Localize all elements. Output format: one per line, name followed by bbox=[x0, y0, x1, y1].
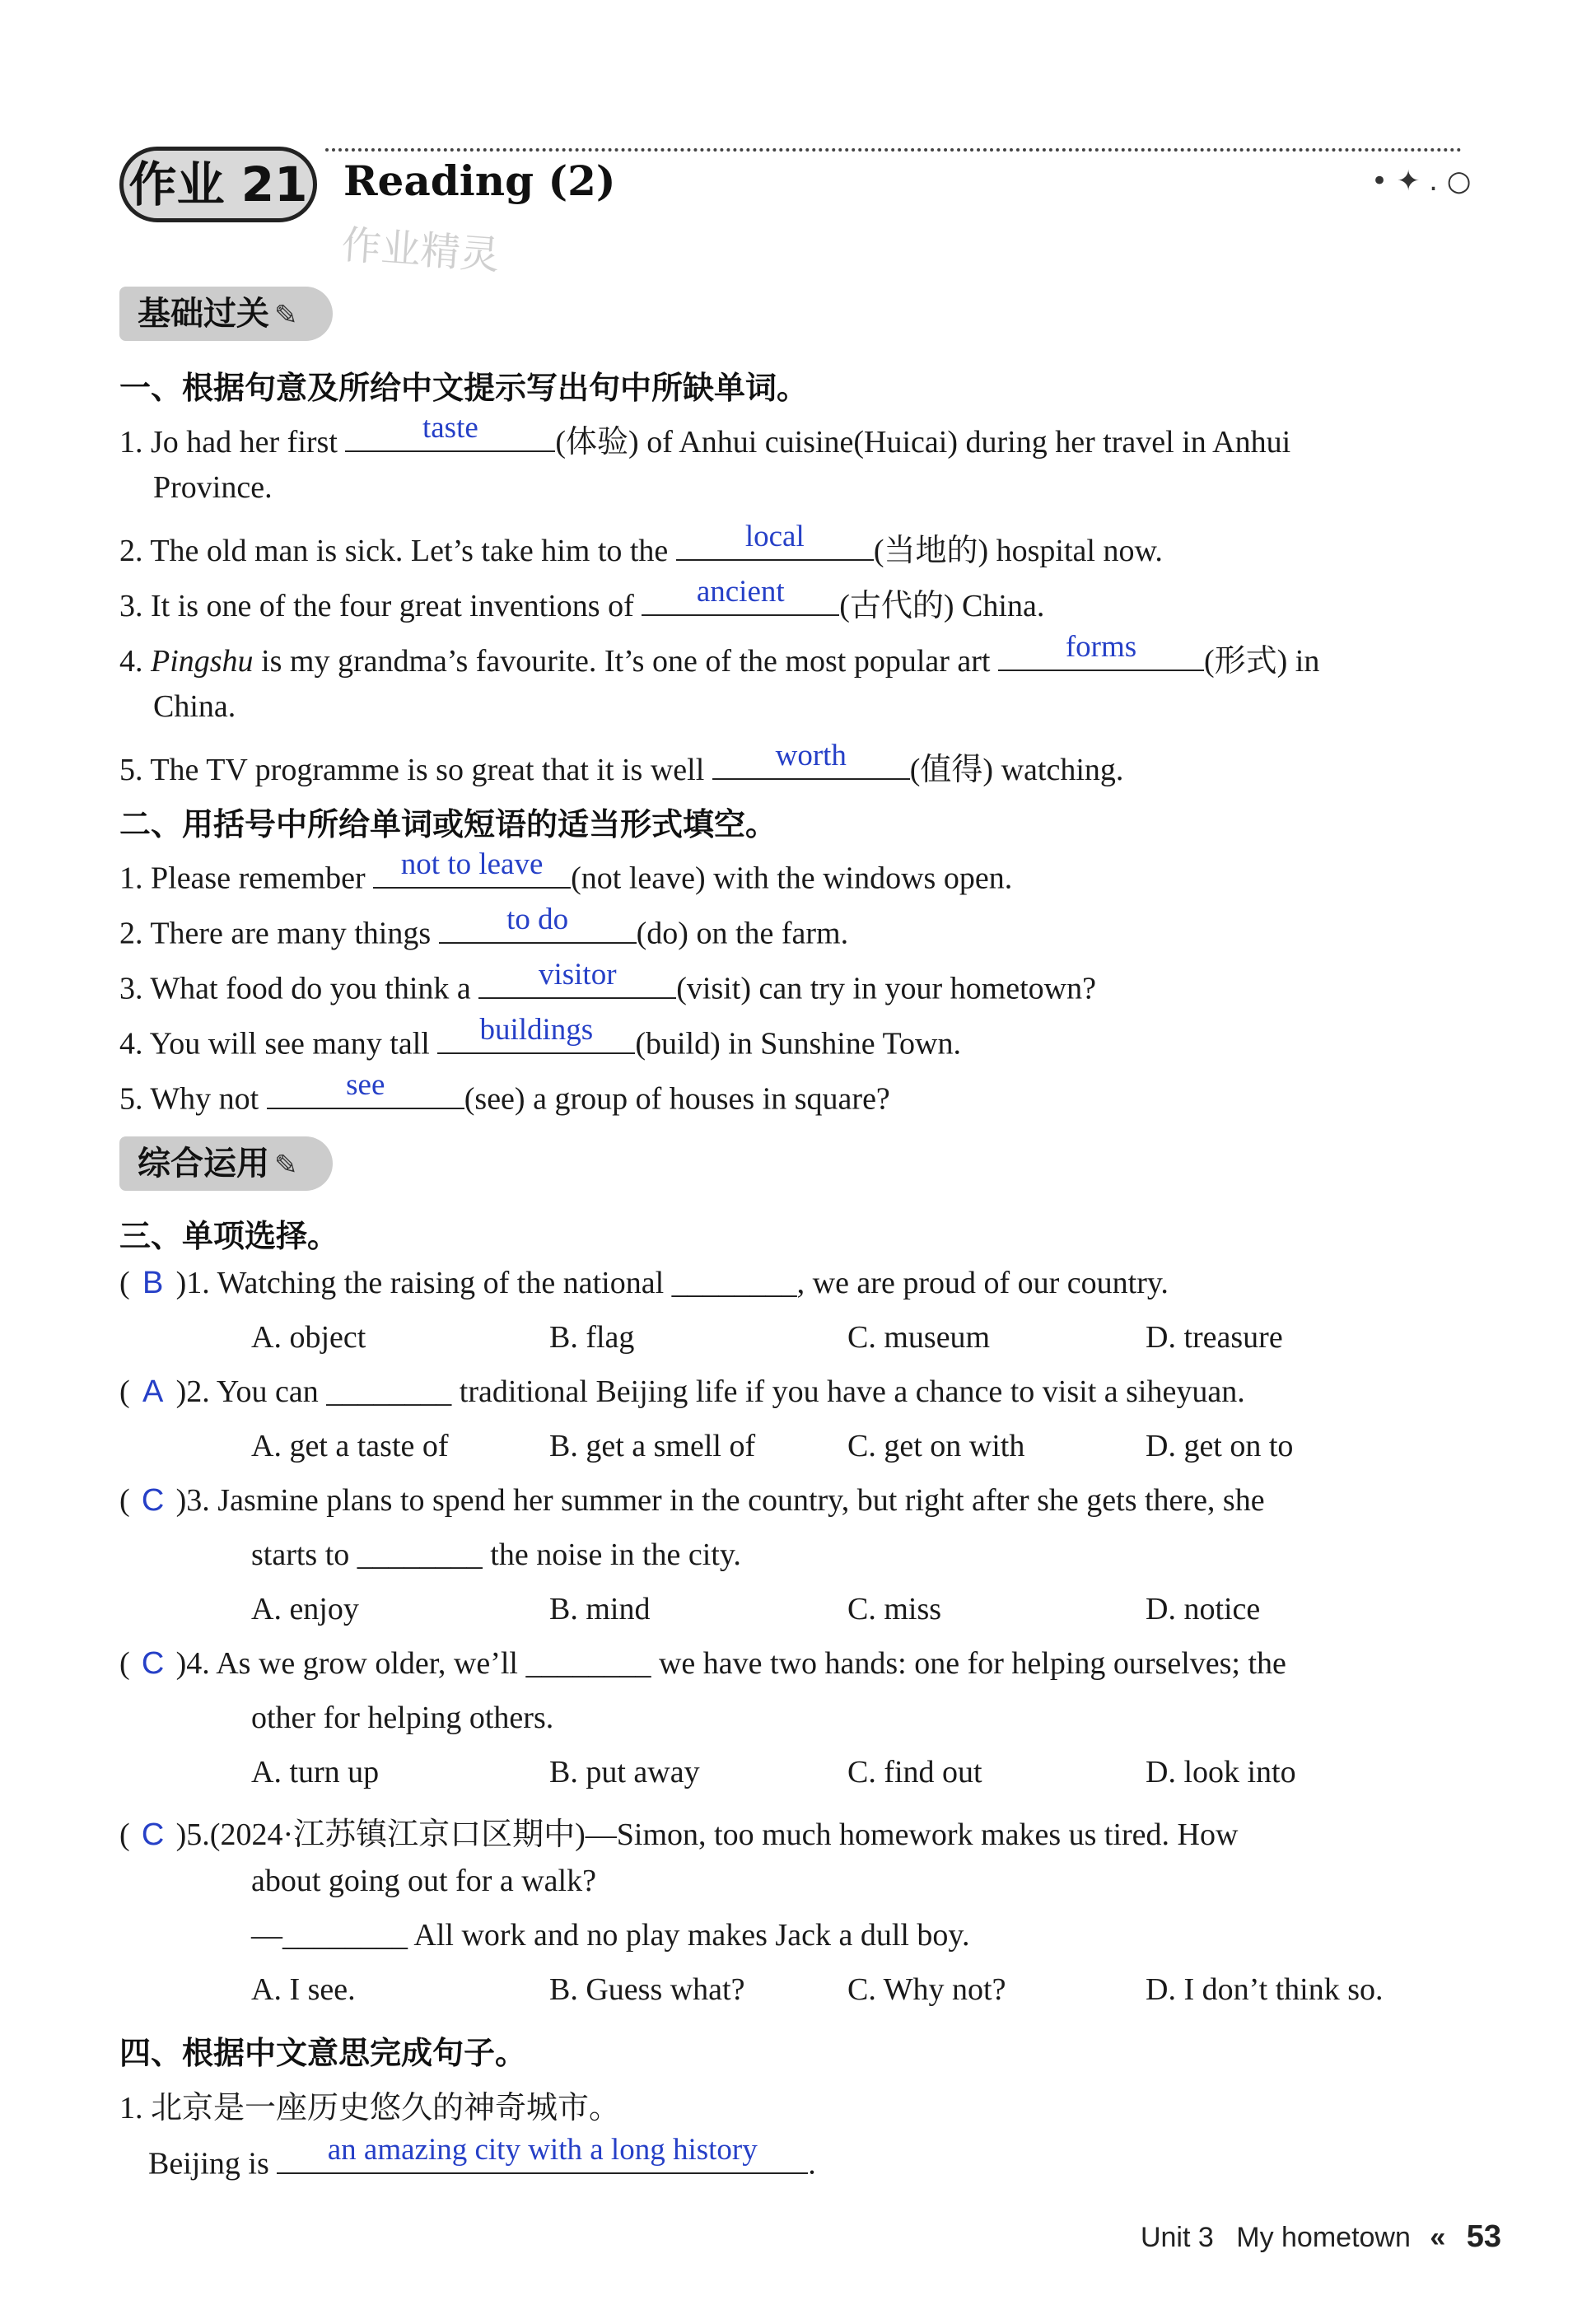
p1-item-5: 5. The TV programme is so great that it is well worth (值得) watching. bbox=[119, 739, 1124, 787]
answer-blank[interactable]: visitor bbox=[478, 963, 676, 999]
p2-item-5: 5. Why not see (see) a group of houses in square? bbox=[119, 1067, 890, 1117]
p4-item-1-en: Beijing is an amazing city with a long history . bbox=[148, 2132, 816, 2181]
option-b[interactable]: B. put away bbox=[549, 1755, 700, 1789]
p1-item-3: 3. It is one of the four great inventions of ancient (古代的) China. bbox=[119, 575, 1045, 623]
homework-badge: 作业 21 bbox=[119, 147, 317, 222]
answer-blank[interactable]: see bbox=[267, 1073, 464, 1109]
option-a[interactable]: A. I see. bbox=[251, 1972, 356, 2007]
mc-question-3-cont: starts to ________ the noise in the city. bbox=[251, 1537, 741, 1572]
section-comprehensive-label: 综合运用 bbox=[138, 1145, 269, 1183]
answer-blank[interactable]: ancient bbox=[642, 580, 839, 616]
option-a[interactable]: A. get a taste of bbox=[251, 1429, 449, 1463]
pencil-icon: ✎ bbox=[274, 1149, 298, 1182]
page-footer bbox=[1141, 2219, 1501, 2255]
mc-answer[interactable]: C bbox=[141, 1646, 165, 1681]
option-a[interactable]: A. object bbox=[251, 1320, 366, 1355]
option-b[interactable]: B. get a smell of bbox=[549, 1429, 756, 1463]
answer-blank[interactable]: local bbox=[676, 525, 874, 561]
option-d[interactable]: D. treasure bbox=[1146, 1320, 1283, 1355]
answer-blank[interactable]: taste bbox=[345, 416, 555, 452]
answer-blank[interactable]: worth bbox=[712, 744, 910, 780]
mc-question-1: ( B )1. Watching the raising of the national ________, we are proud of our country. bbox=[119, 1266, 1169, 1300]
mc-answer[interactable]: C bbox=[141, 1817, 165, 1852]
mc-question-5-cont2: —________ All work and no play makes Jack a dull boy. bbox=[251, 1918, 970, 1953]
p1-item-1: 1. Jo had her first taste (体验) of Anhui cuisine(Huicai) during her travel in Anhui bbox=[119, 411, 1291, 460]
footer-topic: My hometown bbox=[1236, 2222, 1411, 2253]
answer-blank[interactable]: forms bbox=[998, 635, 1204, 671]
mc-question-5: ( C )5.(2024·江苏镇江京口区期中)—Simon, too much homework makes us tired. How bbox=[119, 1817, 1239, 1852]
p2-item-4: 4. You will see many tall buildings (build) in Sunshine Town. bbox=[119, 1012, 961, 1062]
section-comprehensive-badge bbox=[119, 1136, 333, 1191]
watermark: 作业精灵 bbox=[339, 222, 502, 279]
answer-blank[interactable]: buildings bbox=[437, 1018, 635, 1054]
p1-item-4-cont: China. bbox=[153, 689, 236, 724]
p1-item-4: 4. Pingshu is my grandma’s favourite. It’s one of the most popular art forms (形式) in bbox=[119, 630, 1320, 679]
part3-heading: 三、单项选择。 bbox=[119, 1218, 339, 1254]
mc-options-1 bbox=[251, 1319, 1444, 1355]
pencil-icon: ✎ bbox=[274, 299, 298, 332]
answer-blank[interactable]: not to leave bbox=[373, 852, 571, 889]
option-c[interactable]: C. museum bbox=[847, 1320, 991, 1355]
option-b[interactable]: B. Guess what? bbox=[549, 1972, 745, 2007]
mc-options-2 bbox=[251, 1428, 1444, 1464]
page-number: 53 bbox=[1466, 2219, 1501, 2254]
option-a[interactable]: A. turn up bbox=[251, 1755, 380, 1789]
option-c[interactable]: C. Why not? bbox=[847, 1972, 1006, 2007]
mc-answer[interactable]: A bbox=[142, 1374, 164, 1409]
mc-question-5-cont: about going out for a walk? bbox=[251, 1864, 596, 1898]
part4-heading: 四、根据中文意思完成句子。 bbox=[119, 2035, 527, 2071]
mc-answer[interactable]: B bbox=[142, 1266, 164, 1300]
option-c[interactable]: C. get on with bbox=[847, 1429, 1025, 1463]
option-d[interactable]: D. look into bbox=[1146, 1755, 1296, 1789]
mc-answer[interactable]: C bbox=[141, 1483, 165, 1518]
mc-options-3 bbox=[251, 1591, 1444, 1627]
mc-options-4 bbox=[251, 1754, 1444, 1790]
part2-heading: 二、用括号中所给单词或短语的适当形式填空。 bbox=[119, 806, 777, 842]
mc-question-2: ( A )2. You can ________ traditional Beijing life if you have a chance to visit a siheyuan. bbox=[119, 1374, 1245, 1409]
p1-item-2: 2. The old man is sick. Let’s take him to the local (当地的) hospital now. bbox=[119, 520, 1163, 568]
answer-blank[interactable]: to do bbox=[439, 908, 637, 944]
p1-item-1-cont: Province. bbox=[153, 470, 273, 505]
mc-question-3: ( C )3. Jasmine plans to spend her summer in the country, but right after she gets there, she bbox=[119, 1483, 1265, 1518]
footer-unit: Unit 3 bbox=[1140, 2222, 1214, 2253]
mc-question-4: ( C )4. As we grow older, we’ll ________ we have two hands: one for helping ourselves; the bbox=[119, 1646, 1286, 1681]
section-basic-label: 基础过关 bbox=[138, 295, 269, 333]
option-c[interactable]: C. find out bbox=[847, 1755, 982, 1789]
option-a[interactable]: A. enjoy bbox=[251, 1592, 359, 1626]
option-c[interactable]: C. miss bbox=[847, 1592, 942, 1626]
part1-heading: 一、根据句意及所给中文提示写出句中所缺单词。 bbox=[119, 370, 809, 406]
mc-question-4-cont: other for helping others. bbox=[251, 1701, 554, 1735]
option-b[interactable]: B. flag bbox=[549, 1320, 635, 1355]
p2-item-1: 1. Please remember not to leave (not leave) with the windows open. bbox=[119, 847, 1013, 896]
sparkle-icon: • ✦ . ○ bbox=[1371, 165, 1472, 198]
option-b[interactable]: B. mind bbox=[549, 1592, 651, 1626]
chevron-left-icon: « bbox=[1430, 2222, 1446, 2253]
mc-options-5 bbox=[251, 1971, 1444, 2008]
p4-item-1-cn: 1. 北京是一座历史悠久的神奇城市。 bbox=[119, 2091, 621, 2125]
section-basic-badge bbox=[119, 287, 333, 341]
p2-item-2: 2. There are many things to do (do) on the farm. bbox=[119, 902, 849, 951]
header-dotted-line bbox=[325, 148, 1462, 152]
answer-blank[interactable]: an amazing city with a long history bbox=[277, 2138, 808, 2174]
option-d[interactable]: D. notice bbox=[1146, 1592, 1261, 1626]
page-header bbox=[119, 140, 1478, 231]
option-d[interactable]: D. get on to bbox=[1146, 1429, 1294, 1463]
option-d[interactable]: D. I don’t think so. bbox=[1146, 1972, 1384, 2007]
page-title: Reading (2) bbox=[343, 156, 616, 205]
p2-item-3: 3. What food do you think a visitor (visit) can try in your hometown? bbox=[119, 957, 1096, 1006]
